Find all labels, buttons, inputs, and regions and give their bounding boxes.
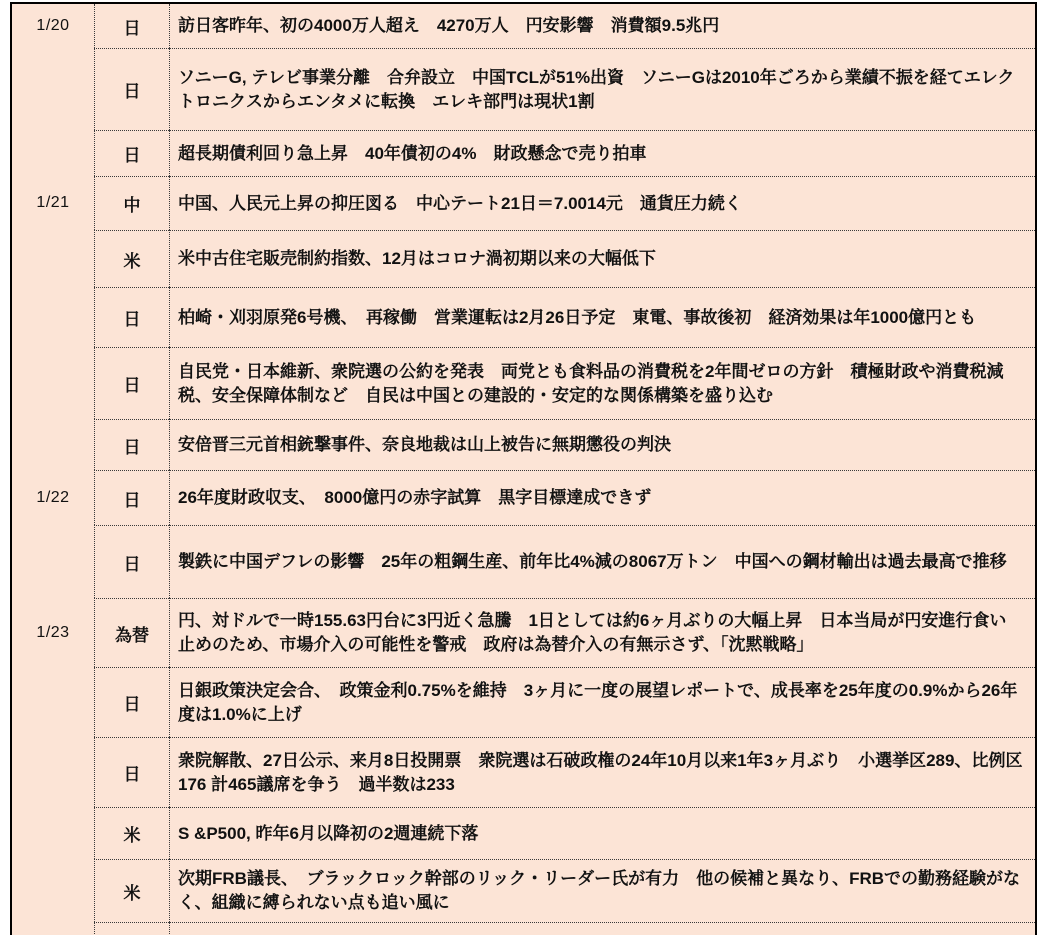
table-row bbox=[12, 130, 1035, 176]
news-text: 中国、人民元上昇の抑圧図る 中心テート21日＝7.0014元 通貨圧力続く bbox=[178, 193, 742, 213]
date-cell bbox=[12, 598, 94, 667]
category-label: 日 bbox=[123, 146, 141, 165]
news-text-cell bbox=[169, 525, 1035, 598]
news-text-cell bbox=[169, 667, 1035, 737]
date-label: 1/20 bbox=[36, 17, 70, 34]
category-label: 日 bbox=[123, 82, 141, 101]
news-text-cell bbox=[169, 859, 1035, 922]
news-text-cell bbox=[169, 470, 1035, 525]
news-text: 超長期債利回り急上昇 40年債初の4% 財政懸念で売り拍車 bbox=[178, 143, 647, 163]
category-cell bbox=[94, 287, 169, 347]
news-text-cell bbox=[169, 287, 1035, 347]
category-cell bbox=[94, 347, 169, 419]
date-cell bbox=[12, 922, 94, 934]
news-text-cell bbox=[169, 4, 1035, 48]
date-cell bbox=[12, 807, 94, 859]
date-cell bbox=[12, 347, 94, 419]
date-cell bbox=[12, 230, 94, 287]
news-text-cell bbox=[169, 130, 1035, 176]
category-cell bbox=[94, 525, 169, 598]
news-text: 柏崎・刈羽原発6号機、 再稼働 営業運転は2月26日予定 東電、事故後初 経済効果は年1000億円とも bbox=[178, 307, 977, 327]
date-cell bbox=[12, 287, 94, 347]
category-label: 為替 bbox=[115, 625, 149, 645]
category-label: 日 bbox=[123, 554, 141, 574]
news-text: 自民党・日本維新、衆院選の公約を発表 両党とも食料品の消費税を2年間ゼロの方針 積極財政や消費税減税、安全保障体制など 自民は中国との建設的・安定的な関係構築を盛り込む bbox=[178, 361, 1004, 405]
news-text: 訪日客昨年、初の4000万人超え 4270万人 円安影響 消費額9.5兆円 bbox=[178, 16, 720, 35]
news-text: 円、対ドルで一時155.63円台に3円近く急騰 1日としては約6ヶ月ぶりの大幅上昇 日本当局が円安進行食い止めのため、市場介入の可能性を警戒 政府は為替介入の有無示さず、「沈黙戦略」 bbox=[178, 611, 1007, 654]
news-text: 次期FRB議長、 ブラックロック幹部のリック・リーダー氏が有力 他の候補と異なり、FRBでの勤務経験がなく、組織に縛られない点も追い風に bbox=[178, 869, 1021, 912]
table-row bbox=[12, 470, 1035, 525]
date-cell bbox=[12, 176, 94, 230]
category-cell bbox=[94, 737, 169, 807]
category-label: 日 bbox=[123, 376, 141, 395]
category-label: 日 bbox=[123, 437, 141, 457]
table-row bbox=[12, 667, 1035, 737]
category-cell bbox=[94, 922, 169, 934]
category-cell bbox=[94, 807, 169, 859]
category-label: 米 bbox=[123, 251, 141, 271]
news-text: 日銀政策決定会合、 政策金利0.75%を維持 3ヶ月に一度の展望レポートで、成長率を25年度の0.9%から26年度は1.0%に上げ bbox=[178, 680, 1018, 724]
table-row bbox=[12, 807, 1035, 859]
news-timeline-table bbox=[10, 2, 1037, 935]
category-label: 日 bbox=[123, 765, 141, 784]
news-text-cell bbox=[169, 48, 1035, 130]
table-row bbox=[12, 598, 1035, 667]
category-label: 日 bbox=[123, 695, 141, 714]
news-text: 米中古住宅販売制約指数、12月はコロナ渦初期以来の大幅低下 bbox=[178, 249, 656, 268]
table-row bbox=[12, 230, 1035, 287]
date-label: 1/23 bbox=[36, 623, 70, 641]
news-text-cell bbox=[169, 807, 1035, 859]
date-cell bbox=[12, 419, 94, 470]
date-cell bbox=[12, 737, 94, 807]
table-row bbox=[12, 419, 1035, 470]
table-row bbox=[12, 287, 1035, 347]
category-cell bbox=[94, 859, 169, 922]
date-cell bbox=[12, 470, 94, 525]
table-row bbox=[12, 859, 1035, 922]
news-text-cell bbox=[169, 419, 1035, 470]
table-row bbox=[12, 922, 1035, 934]
category-cell bbox=[94, 4, 169, 48]
category-cell bbox=[94, 470, 169, 525]
news-text-cell bbox=[169, 347, 1035, 419]
category-cell bbox=[94, 598, 169, 667]
category-label: 米 bbox=[123, 826, 141, 845]
news-text: 製鉄に中国デフレの影響 25年の粗鋼生産、前年比4%減の8067万トン 中国への鋼材輸出は過去最高で推移 bbox=[178, 552, 1007, 571]
news-text-cell bbox=[169, 737, 1035, 807]
news-text: ソニーG, テレビ事業分離 合弁設立 中国TCLが51%出資 ソニーGは2010年ごろから業績不振を経てエレクトロニクスからエンタメに転換 エレキ部門は現状1割 bbox=[178, 67, 1015, 111]
category-cell bbox=[94, 176, 169, 230]
date-label: 1/21 bbox=[36, 194, 70, 211]
category-label: 中 bbox=[123, 196, 141, 215]
category-cell bbox=[94, 230, 169, 287]
category-label: 日 bbox=[123, 310, 141, 329]
category-cell bbox=[94, 130, 169, 176]
news-text-cell bbox=[169, 598, 1035, 667]
news-text: 26年度財政収支、 8000億円の赤字試算 黒字目標達成できず bbox=[178, 488, 652, 507]
news-text: S &P500, 昨年6月以降初の2週連続下落 bbox=[178, 823, 479, 843]
date-cell bbox=[12, 859, 94, 922]
category-cell bbox=[94, 419, 169, 470]
table-row bbox=[12, 525, 1035, 598]
date-cell bbox=[12, 667, 94, 737]
date-label: 1/22 bbox=[36, 488, 70, 506]
news-text: 衆院解散、27日公示、来月8日投開票 衆院選は石破政権の24年10月以来1年3ヶ月ぶり 小選挙区289、比例区176 計465議席を争う 過半数は233 bbox=[178, 750, 1023, 794]
table-row bbox=[12, 48, 1035, 130]
table-row bbox=[12, 347, 1035, 419]
news-text-cell bbox=[169, 230, 1035, 287]
category-label: 日 bbox=[123, 490, 141, 510]
date-cell bbox=[12, 4, 94, 48]
table-row bbox=[12, 737, 1035, 807]
date-cell bbox=[12, 525, 94, 598]
category-cell bbox=[94, 667, 169, 737]
category-cell bbox=[94, 48, 169, 130]
news-text-cell bbox=[169, 922, 1035, 934]
date-cell bbox=[12, 48, 94, 130]
category-label: 米 bbox=[123, 883, 141, 903]
news-text: 安倍晋三元首相銃撃事件、奈良地裁は山上被告に無期懲役の判決 bbox=[178, 435, 671, 454]
news-text-cell bbox=[169, 176, 1035, 230]
table-row bbox=[12, 4, 1035, 48]
date-cell bbox=[12, 130, 94, 176]
category-label: 日 bbox=[123, 18, 141, 38]
table-row bbox=[12, 176, 1035, 230]
